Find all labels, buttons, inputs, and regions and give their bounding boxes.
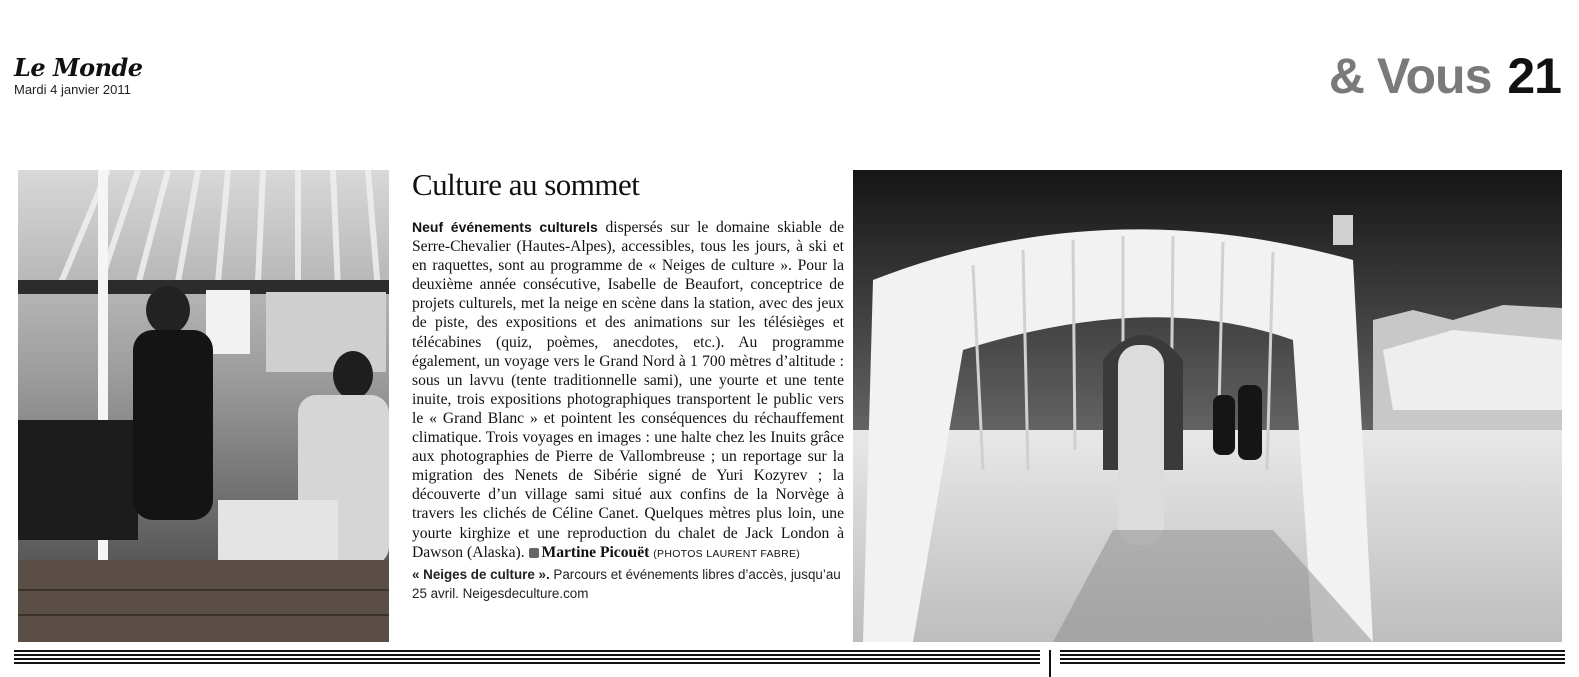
article-author: Martine Picouët bbox=[541, 543, 650, 561]
section-name: & Vous bbox=[1328, 48, 1492, 104]
article-lead: Neuf événements culturels bbox=[412, 219, 598, 235]
article-headline: Culture au sommet bbox=[412, 167, 640, 202]
event-info-title: « Neiges de culture ». bbox=[412, 566, 550, 582]
section-header bbox=[1329, 46, 1561, 106]
bottom-rule-left bbox=[14, 650, 1040, 664]
column-divider bbox=[1049, 650, 1051, 677]
bottom-rule-right bbox=[1060, 650, 1565, 664]
photo-credit: (PHOTOS LAURENT FABRE) bbox=[653, 547, 801, 560]
snow-tunnel-photo bbox=[853, 170, 1562, 642]
article-body bbox=[412, 218, 844, 564]
article bbox=[412, 166, 844, 603]
event-info-text: Parcours et événements libres d’accès, jusqu’au 25 avril. Neigesdeculture.com bbox=[412, 566, 841, 601]
yurt-interior-photo bbox=[18, 170, 389, 642]
newspaper-logo: Le Monde bbox=[14, 53, 143, 82]
event-info bbox=[412, 565, 844, 603]
page-number: 21 bbox=[1507, 48, 1561, 104]
end-square-icon bbox=[529, 548, 539, 558]
issue-date: Mardi 4 janvier 2011 bbox=[14, 82, 131, 97]
article-body-text: dispersés sur le domaine skiable de Serre-Chevalier (Hautes-Alpes), accessibles, tous les jours, à ski et en raquettes, sont au programme de « Neiges de culture ». Pour la deuxième année consécutive, Isabelle de Beaufort, conceptrice de projets culturels, met la neige en scène dans la station, avec des jeux de piste, des expositions et des animations sur les télésièges et télécabines (quiz, poèmes, anecdotes, etc.). Au programme également, un voyage vers le Grand Nord à 1 700 mètres d’altitude : sous un lavvu (tente traditionnelle sami), une yourte et une tente inuite, trois expositions photographiques transportent le public vers le « Grand Blanc » et pointent les conséquences du réchauffement climatique. Trois voyages en images : une halte chez les Inuits grâce aux photographies de Pierre de Vallombreuse ; un reportage sur la migration des Nenets de Sibérie signé de Yuri Kozyrev ; la découverte d’un village sami situé aux confins de la Norvège à travers les clichés de Céline Canet. Quelques mètres plus loin, une yourte kirghize et une reproduction du chalet de Jack London à Dawson (Alaska). bbox=[412, 219, 844, 561]
masthead bbox=[14, 54, 143, 97]
